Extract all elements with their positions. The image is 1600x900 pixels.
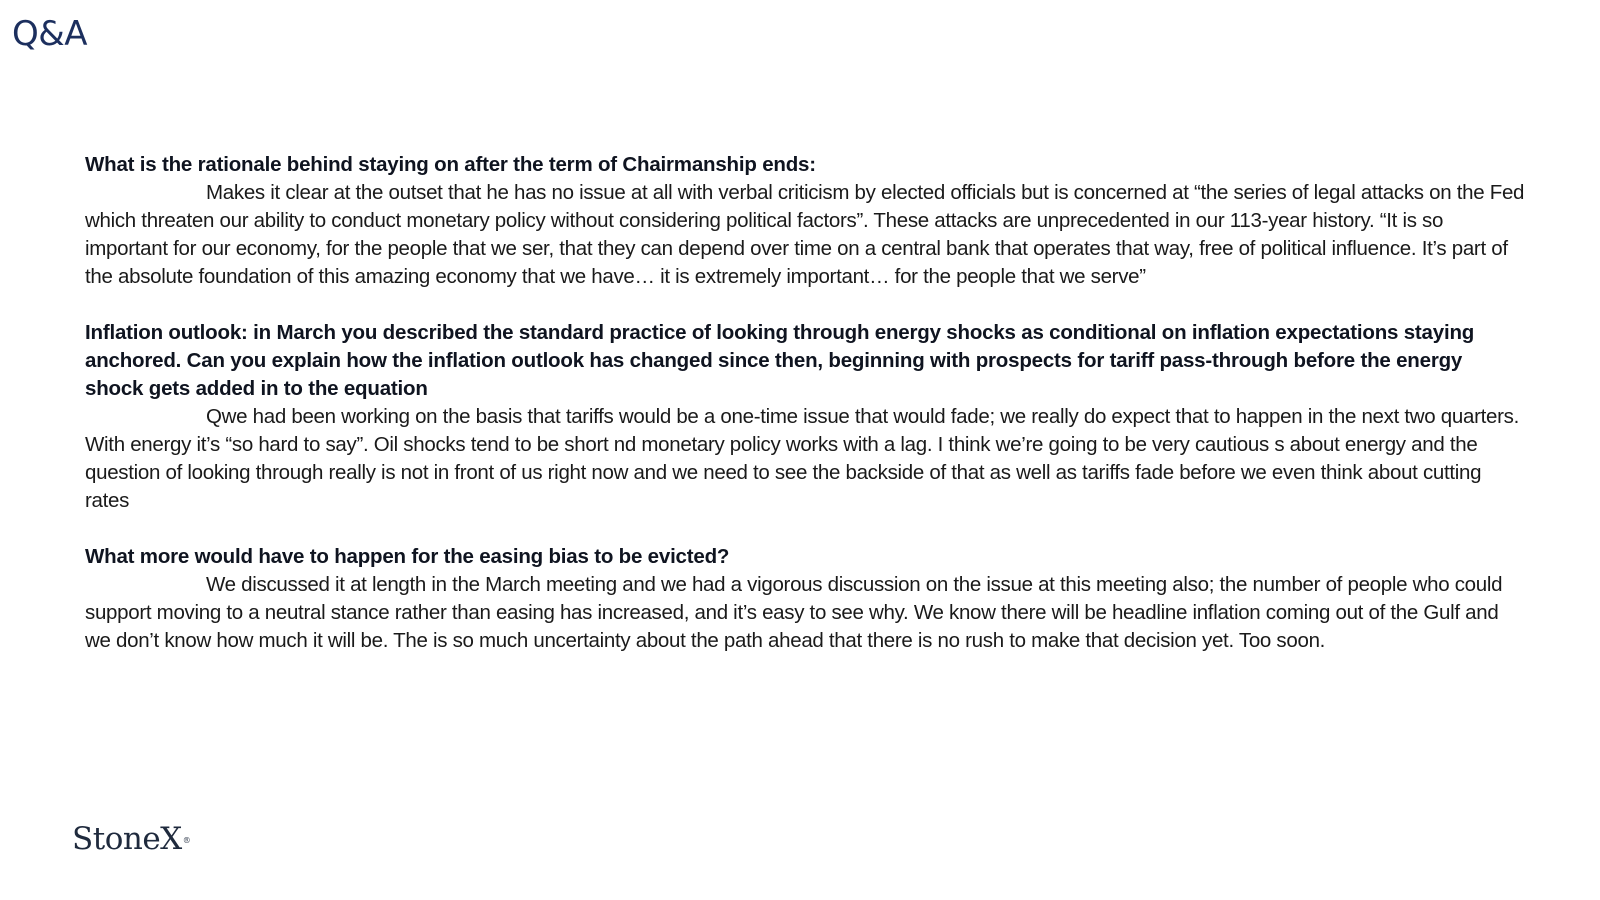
qa-item	[85, 543, 1525, 655]
answer-text: Qwe had been working on the basis that tariffs would be a one-time issue that would fade; we really do expect that to happen in the next two quarters. With energy it’s “so hard to say”. Oil shocks tend to be short nd monetary policy works with a lag. I think we’re going to be very cautious s about energy and the question of looking through really is not in front of us right now and we need to see the backside of that as well as tariffs fade before we even think about cutting rates	[85, 405, 1519, 512]
question-text: Inflation outlook: in March you described the standard practice of looking through energy shocks as conditional on inflation expectations staying anchored. Can you explain how the inflation outlook has changed since then, beginning with prospects for tariff pass-through before the energy shock gets added in to the equation	[85, 321, 1475, 400]
registered-mark: ®	[182, 836, 191, 845]
qa-item	[85, 151, 1525, 291]
qa-section	[85, 151, 1525, 683]
answer-text: Makes it clear at the outset that he has no issue at all with verbal criticism by elected officials but is concerned at “the series of legal attacks on the Fed which threaten our ability to conduct monetary policy without considering political factors”. These attacks are unprecedented in our 113-year history. “It is so important for our economy, for the people that we ser, that they can depend over time on a central bank that operates that way, free of political influence. It’s part of the absolute foundation of this amazing economy that we have… it is extremely important… for the people that we serve”	[85, 181, 1525, 288]
answer-text: We discussed it at length in the March meeting and we had a vigorous discussion on the issue at this meeting also; the number of people who could support moving to a neutral stance rather than easing has increased, and it’s easy to see why. We know there will be headline inflation coming out of the Gulf and we don’t know how much it will be. The is so much uncertainty about the path ahead that there is no rush to make that decision yet. Too soon.	[85, 573, 1503, 652]
question-text: What is the rationale behind staying on after the term of Chairmanship ends:	[85, 153, 816, 176]
qa-item	[85, 319, 1525, 515]
stonex-logo	[72, 822, 190, 856]
question-text: What more would have to happen for the easing bias to be evicted?	[85, 545, 730, 568]
logo-wordmark: StoneX	[72, 821, 182, 857]
slide-title: Q&A	[12, 14, 88, 54]
